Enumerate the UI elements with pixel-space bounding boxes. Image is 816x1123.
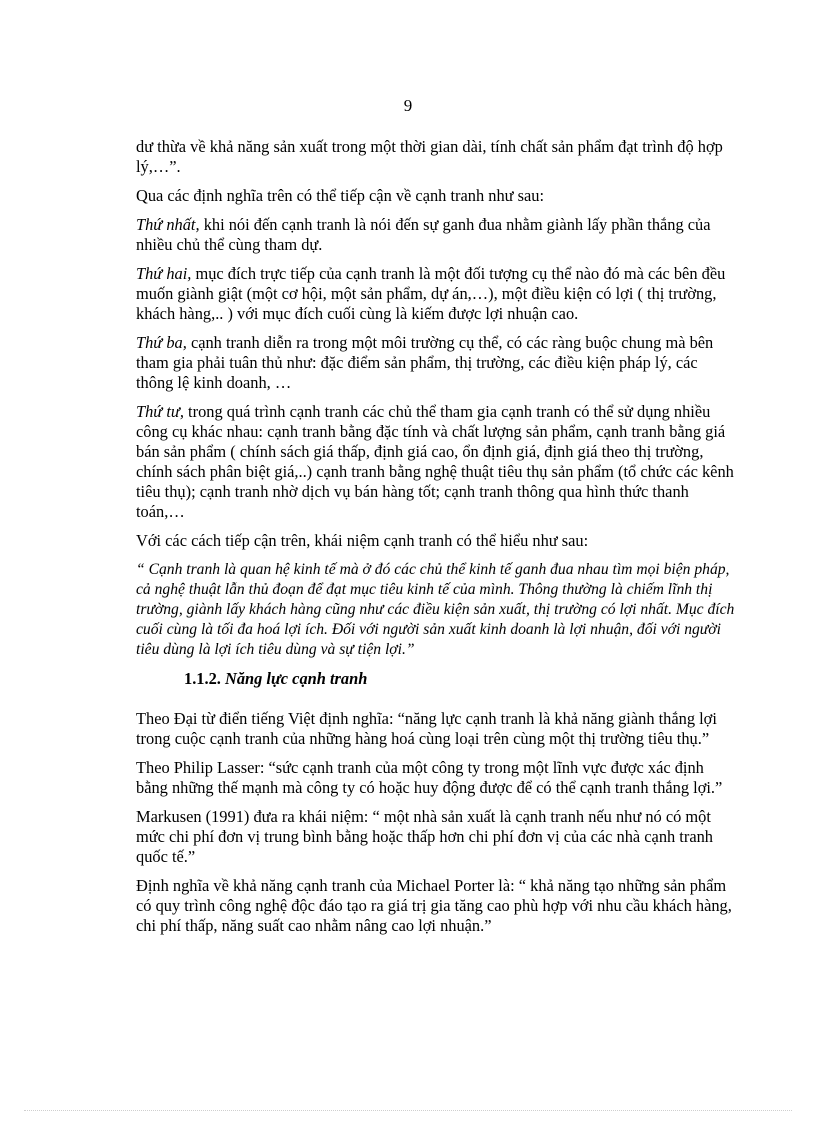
paragraph-markusen: Markusen (1991) đưa ra khái niệm: “ một nhà sản xuất là cạnh tranh nếu như nó có một mức chi phí đơn vị trung bình bằng hoặc thấp hơn chi phí đơn vị của các nhà cạnh tranh quốc tế.” [136,807,713,866]
paragraph-dictionary-definition: Theo Đại từ điển tiếng Việt định nghĩa: “năng lực cạnh tranh là khả năng giành thắng lợi trong cuộc cạnh tranh của những hàng hoá cùng loại trên cùng một thị trường tiêu thụ.” [136,709,717,748]
page-number: 9 [403,96,413,115]
section-title: Năng lực cạnh tranh [220,669,368,688]
paragraph-lead: Thứ ba, [136,333,187,352]
paragraph-second [136,264,736,324]
paragraph-lead: Thứ nhất, [136,215,200,234]
section-number: 1.1.2. [184,669,221,688]
paragraph-lead: Thứ tư, [136,402,184,421]
paragraph-lead: Thứ hai, [136,264,192,283]
paragraph-text: mục đích trực tiếp của cạnh tranh là một đối tượng cụ thể nào đó mà các bên đều muốn giành giật (một cơ hội, một sản phẩm, dự án,…), một điều kiện có lợi ( thị trường, khách hàng,.. ) với mục đích cuối cùng là kiếm được lợi nhuận cao. [136,264,726,323]
section-heading [184,669,736,689]
paragraph-concept-intro: Với các cách tiếp cận trên, khái niệm cạnh tranh có thể hiểu như sau: [136,531,589,550]
paragraph-text: khi nói đến cạnh tranh là nói đến sự ganh đua nhằm giành lấy phần thắng của nhiều chủ thể cùng tham dự. [136,215,711,254]
paragraph-text: trong quá trình cạnh tranh các chủ thể tham gia cạnh tranh có thể sử dụng nhiều công cụ khác nhau: cạnh tranh bằng đặc tính và chất lượng sản phẩm, cạnh tranh bằng giá bán sản phẩm ( chính sách giá thấp, định giá cao, ổn định giá, định giá theo thị trường, chính sách phân biệt giá,..) cạnh tranh bằng nghệ thuật tiêu thụ sản phẩm (tổ chức các kênh tiêu thụ); cạnh tranh nhờ dịch vụ bán hàng tốt; cạnh tranh thông qua hình thức thanh toán,… [136,402,734,521]
paragraph-text: cạnh tranh diễn ra trong một môi trường cụ thể, có các ràng buộc chung mà bên tham gia phải tuân thủ như: đặc điểm sản phẩm, thị trường, các điều kiện pháp lý, các thông lệ kinh doanh, … [136,333,714,392]
page-bottom-rule [24,1110,792,1111]
paragraph-philip-lasser: Theo Philip Lasser: “sức cạnh tranh của một công ty trong một lĩnh vực được xác định bằng những thế mạnh mà công ty có hoặc huy động được để có thể cạnh tranh thắng lợi.” [136,758,723,797]
document-body [136,137,736,945]
paragraph-intro: Qua các định nghĩa trên có thể tiếp cận về cạnh tranh như sau: [136,186,545,205]
paragraph-third [136,333,736,393]
definition-quote: “ Cạnh tranh là quan hệ kinh tế mà ở đó các chủ thể kinh tế ganh đua nhau tìm mọi biện pháp, cả nghệ thuật lẫn thủ đoạn để đạt mục tiêu kinh tế của mình. Thông thường là chiếm lĩnh thị trường, giành lấy khách hàng cũng như các điều kiện sản xuất, thị trường có lợi nhất. Mục đích cuối cùng là tối đa hoá lợi ích. Đối với người sản xuất kinh doanh là lợi nhuận, đối với người tiêu dùng là lợi ích tiêu dùng và sự tiện lợi.” [136,561,735,658]
paragraph-continuation: dư thừa về khả năng sản xuất trong một thời gian dài, tính chất sản phẩm đạt trình độ hợp lý,…”. [136,137,723,176]
paragraph-fourth [136,402,736,522]
paragraph-michael-porter: Định nghĩa về khả năng cạnh tranh của Michael Porter là: “ khả năng tạo những sản phẩm có quy trình công nghệ độc đáo tạo ra giá trị gia tăng cao phù hợp với nhu cầu khách hàng, chi phí thấp, năng suất cao nhằm nâng cao lợi nhuận.” [136,876,732,935]
paragraph-first [136,215,736,255]
